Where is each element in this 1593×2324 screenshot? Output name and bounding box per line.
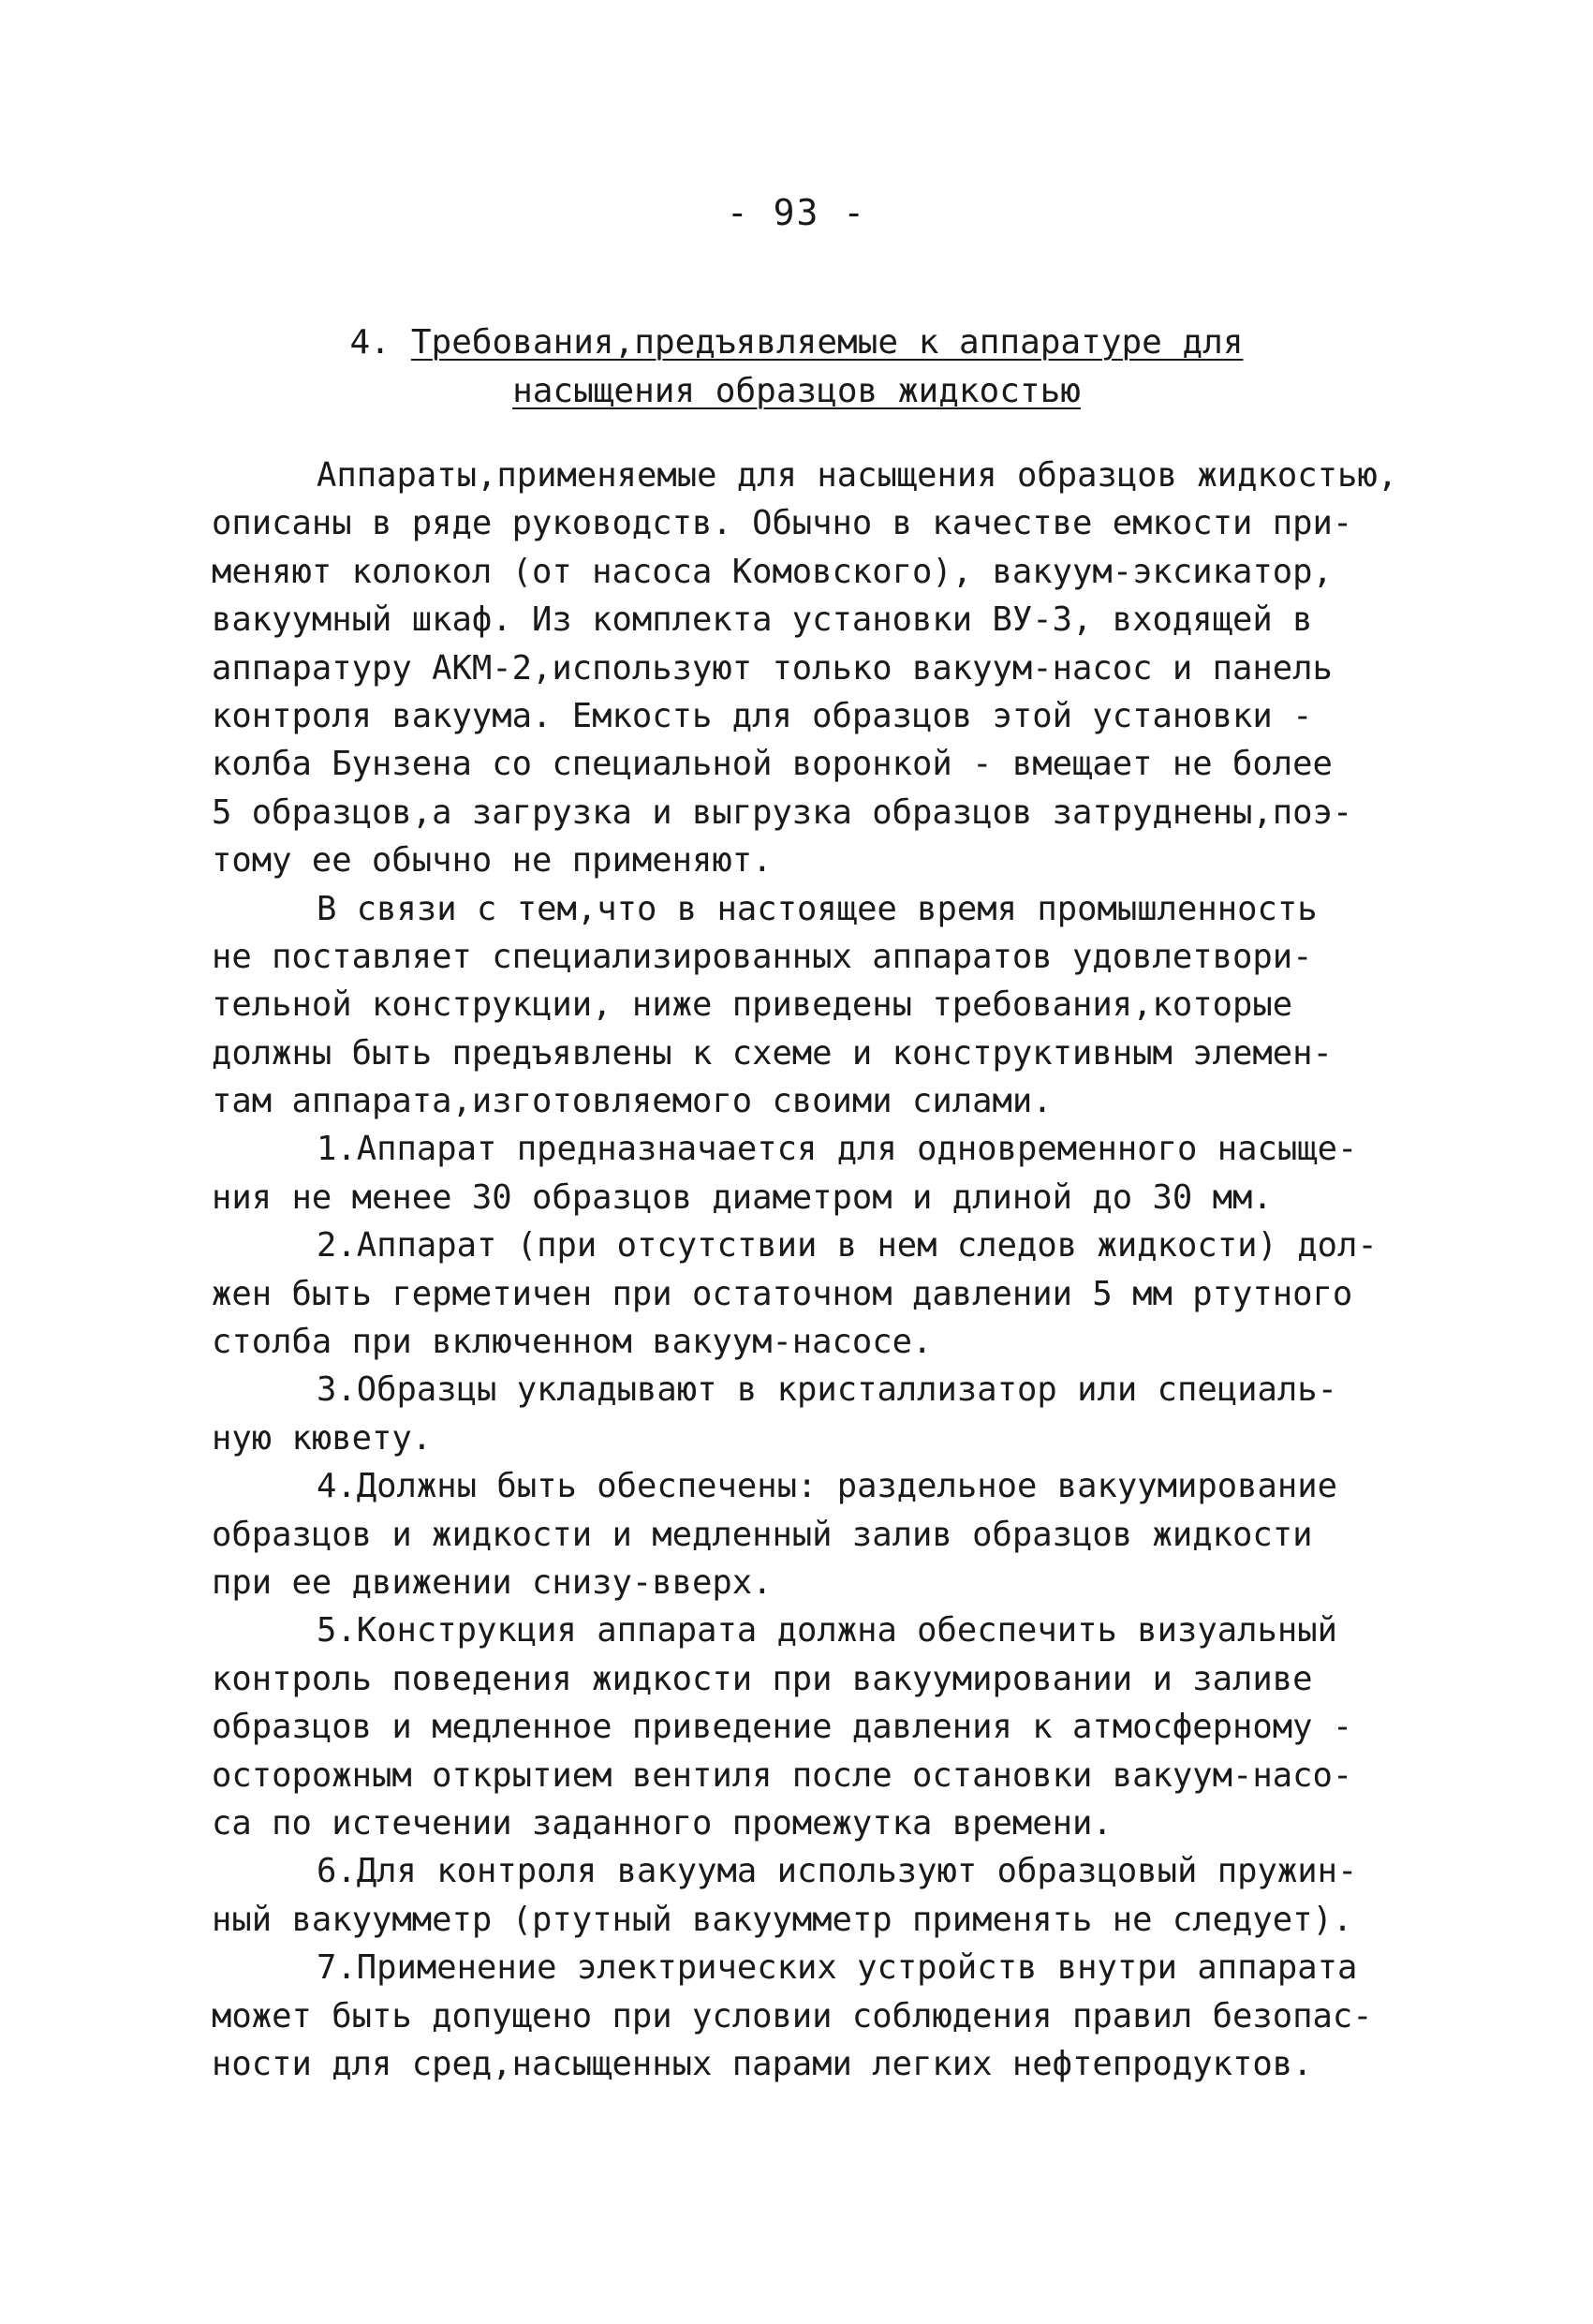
text-line: жен быть герметичен при остаточном давлении 5 мм ртутного: [212, 1274, 1353, 1313]
text-line: В связи с тем,что в настоящее время промышленность: [317, 889, 1318, 928]
text-line: ния не менее 30 образцов диаметром и длиной до 30 мм.: [212, 1177, 1273, 1217]
text-line: Аппараты,применяемые для насыщения образцов жидкостью,: [317, 456, 1398, 495]
text-line: 1.Аппарат предназначается для одновременного насыще-: [317, 1130, 1358, 1169]
text-line: 4.Должны быть обеспечены: раздельное вакуумирование: [317, 1467, 1338, 1506]
text-line: не поставляет специализированных аппаратов удовлетвори-: [212, 937, 1313, 976]
text-line: ную кювету.: [212, 1418, 433, 1458]
section-number: 4.: [349, 323, 391, 362]
section-title-part-1: Требования,предъявляемые к аппаратуре для: [410, 323, 1244, 362]
text-line: 2.Аппарат (при отсутствии в нем следов жидкости) дол-: [317, 1226, 1378, 1266]
text-line: образцов и жидкости и медленный залив образцов жидкости: [212, 1515, 1313, 1554]
text-line: меняют колокол (от насоса Комовского), вакуум-эксикатор,: [212, 552, 1333, 591]
text-line: тельной конструкции, ниже приведены требования,которые: [212, 985, 1293, 1025]
text-line: образцов и медленное приведение давления к атмосферному -: [212, 1708, 1353, 1747]
text-line: 5.Конструкция аппарата должна обеспечить визуальный: [317, 1611, 1338, 1650]
text-line: 6.Для контроля вакуума используют образцовый пружин-: [317, 1852, 1358, 1891]
text-line: 7.Применение электрических устройств внутри аппарата: [317, 1948, 1358, 1988]
text-line: при ее движении снизу-вверх.: [212, 1562, 773, 1602]
text-line: са по истечении заданного промежутка времени.: [212, 1803, 1113, 1843]
text-line: ности для сред,насыщенных парами легких нефтепродуктов.: [212, 2044, 1313, 2083]
body-text: [212, 451, 1429, 2088]
section-title-part-2: насыщения образцов жидкостью: [512, 372, 1081, 410]
text-line: описаны в ряде руководств. Обычно в качестве емкости при-: [212, 504, 1353, 543]
text-line: тому ее обычно не применяют.: [212, 841, 773, 881]
text-line: там аппарата,изготовляемого своими силами.: [212, 1082, 1053, 1121]
text-line: может быть допущено при условии соблюдения правил безопас-: [212, 1996, 1373, 2035]
text-line: 3.Образцы укладывают в кристаллизатор или специаль-: [317, 1370, 1338, 1410]
section-heading: [0, 318, 1593, 416]
text-line: ный вакуумметр (ртутный вакуумметр применять не следует).: [212, 1900, 1353, 1939]
text-line: осторожным открытием вентиля после остановки вакуум-насо-: [212, 1755, 1353, 1795]
text-line: 5 образцов,а загрузка и выгрузка образцов затруднены,поэ-: [212, 792, 1353, 832]
section-heading-line-2: [0, 367, 1593, 416]
text-line: колба Бунзена со специальной воронкой - вмещает не более: [212, 745, 1333, 784]
section-heading-line-1: [0, 318, 1593, 367]
text-line: столба при включенном вакуум-насосе.: [212, 1323, 933, 1362]
text-line: контроль поведения жидкости при вакуумировании и заливе: [212, 1659, 1313, 1698]
text-line: вакуумный шкаф. Из комплекта установки ВУ-3, входящей в: [212, 600, 1313, 640]
page-number: - 93 -: [726, 192, 867, 233]
text-line: должны быть предъявлены к схеме и конструктивным элемен-: [212, 1033, 1333, 1073]
text-line: контроля вакуума. Емкость для образцов этой установки -: [212, 696, 1313, 735]
text-line: аппаратуру АКМ-2,используют только вакуум-насос и панель: [212, 648, 1333, 688]
